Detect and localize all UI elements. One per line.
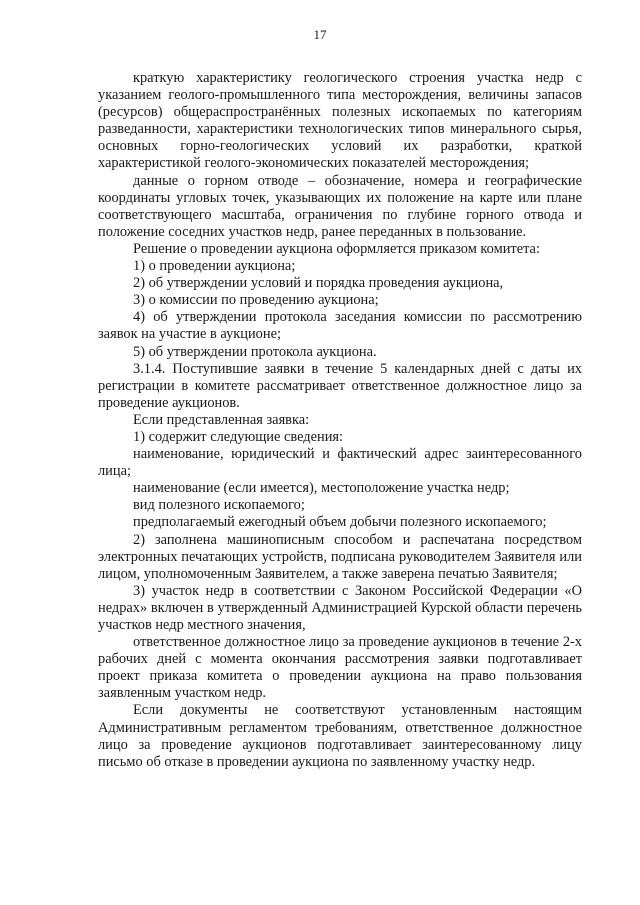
list-item: 2) заполнена машинописным способом и распечатана посредством электронных печатающих устройств, подписана руководителем Заявителя или лицом, уполномоченным Заявителем, а также заверена печатью Заявителя; (98, 531, 582, 582)
list-item: 2) об утверждении условий и порядка проведения аукциона, (133, 275, 504, 292)
paragraph-geology: краткую характеристику геологического строения участка недр с указанием геолого-промышленного типа месторождения, величины запасов (ресурсов) общераспространённых полезных ископаемых по категориям разведанности, характеристики технологических типов минерального сырья, основных горно-геологических условий их разработки, краткой характеристикой геолого-экономических показателей месторождения; (98, 70, 582, 172)
list-item: наименование, юридический и фактический адрес заинтересованного лица; (98, 446, 582, 480)
list-item: предполагаемый ежегодный объем добычи полезного ископаемого; (133, 514, 547, 531)
list-item: 5) об утверждении протокола аукциона. (133, 343, 377, 360)
list-item: 4) об утверждении протокола заседания комиссии по рассмотрению заявок на участие в аукционе; (98, 309, 582, 343)
paragraph-refusal: Если документы не соответствуют установленным настоящим Административным регламентом требованиям, ответственное должностное лицо за проведение аукционов подготавливает заинтересованному лицу письмо об отказе в проведении аукциона по заявленному участку недр. (98, 702, 582, 770)
list-item: 3) о комиссии по проведению аукциона; (133, 292, 379, 309)
page-number: 17 (313, 27, 327, 42)
list-item: вид полезного ископаемого; (133, 497, 305, 514)
paragraph-auction-decision: Решение о проведении аукциона оформляется приказом комитета: (133, 240, 540, 257)
list-item: 1) содержит следующие сведения: (133, 428, 344, 445)
document-body (98, 70, 582, 771)
list-item: 1) о проведении аукциона; (133, 258, 296, 275)
paragraph-section-3-1-4: 3.1.4. Поступившие заявки в течение 5 календарных дней с даты их регистрации в комитете рассматривает ответственное должностное лицо за проведение аукционов. (98, 360, 582, 411)
paragraph-responsible-official: ответственное должностное лицо за проведение аукционов в течение 2-х рабочих дней с момента окончания рассмотрения заявки подготавливает проект приказа комитета о проведении аукциона на право пользования заявленным участком недр. (98, 634, 582, 702)
list-item: 3) участок недр в соответствии с Законом Российской Федерации «О недрах» включен в утвержденный Администрацией Курской области перечень участков недр местного значения, (98, 582, 582, 633)
paragraph-mining-allotment: данные о горном отводе – обозначение, номера и географические координаты угловых точек, указывающих их положение на карте или плане соответствующего масштаба, ограничения по глубине горного отвода и положение соседних участков недр, ранее переданных в пользование. (98, 172, 582, 240)
list-item: наименование (если имеется), местоположение участка недр; (133, 480, 510, 497)
paragraph-if-application: Если представленная заявка: (133, 411, 310, 428)
